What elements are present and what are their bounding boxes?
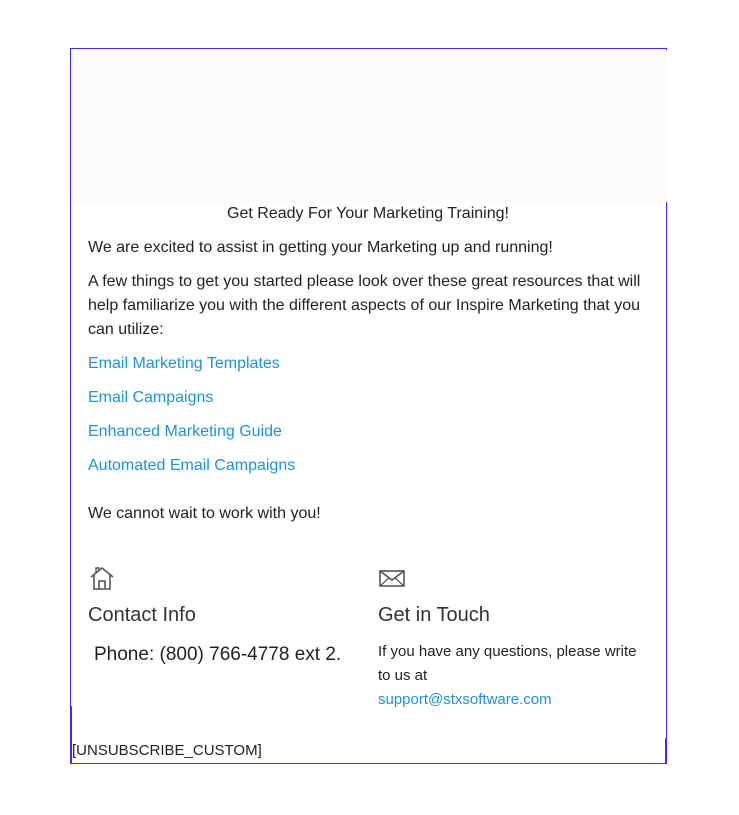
email-headline: Get Ready For Your Marketing Training! (227, 205, 509, 222)
closing-text: We cannot wait to work with you! (88, 505, 321, 522)
intro-text: We are excited to assist in getting your Marketing up and running! (88, 239, 553, 256)
contact-info-column (88, 564, 368, 668)
get-in-touch-message: If you have any questions, please write to us at (378, 643, 637, 684)
link-email-campaigns[interactable]: Email Campaigns (88, 389, 214, 406)
home-icon (88, 564, 116, 592)
resource-links (88, 352, 648, 478)
frame-edge-left (70, 706, 72, 764)
footer (88, 564, 658, 724)
phone-number: Phone: (800) 766-4778 ext 2. (94, 644, 342, 665)
header-banner (72, 50, 667, 202)
email-body (88, 202, 648, 526)
get-in-touch-title: Get in Touch (378, 604, 490, 626)
envelope-icon (378, 564, 406, 592)
support-email-link[interactable]: support@stxsoftware.com (378, 691, 552, 708)
email-frame (70, 48, 667, 764)
get-in-touch-text (378, 640, 638, 712)
contact-info-title: Contact Info (88, 604, 196, 626)
link-email-marketing-templates[interactable]: Email Marketing Templates (88, 355, 280, 372)
frame-edge-right (665, 738, 667, 764)
link-automated-email-campaigns[interactable]: Automated Email Campaigns (88, 457, 296, 474)
resources-text: A few things to get you started please look over these great resources that will help familiarize you with the different aspects of our Inspire Marketing that you can utilize: (88, 273, 641, 338)
get-in-touch-column (378, 564, 638, 712)
unsubscribe-placeholder: [UNSUBSCRIBE_CUSTOM] (72, 742, 262, 759)
link-enhanced-marketing-guide[interactable]: Enhanced Marketing Guide (88, 423, 282, 440)
